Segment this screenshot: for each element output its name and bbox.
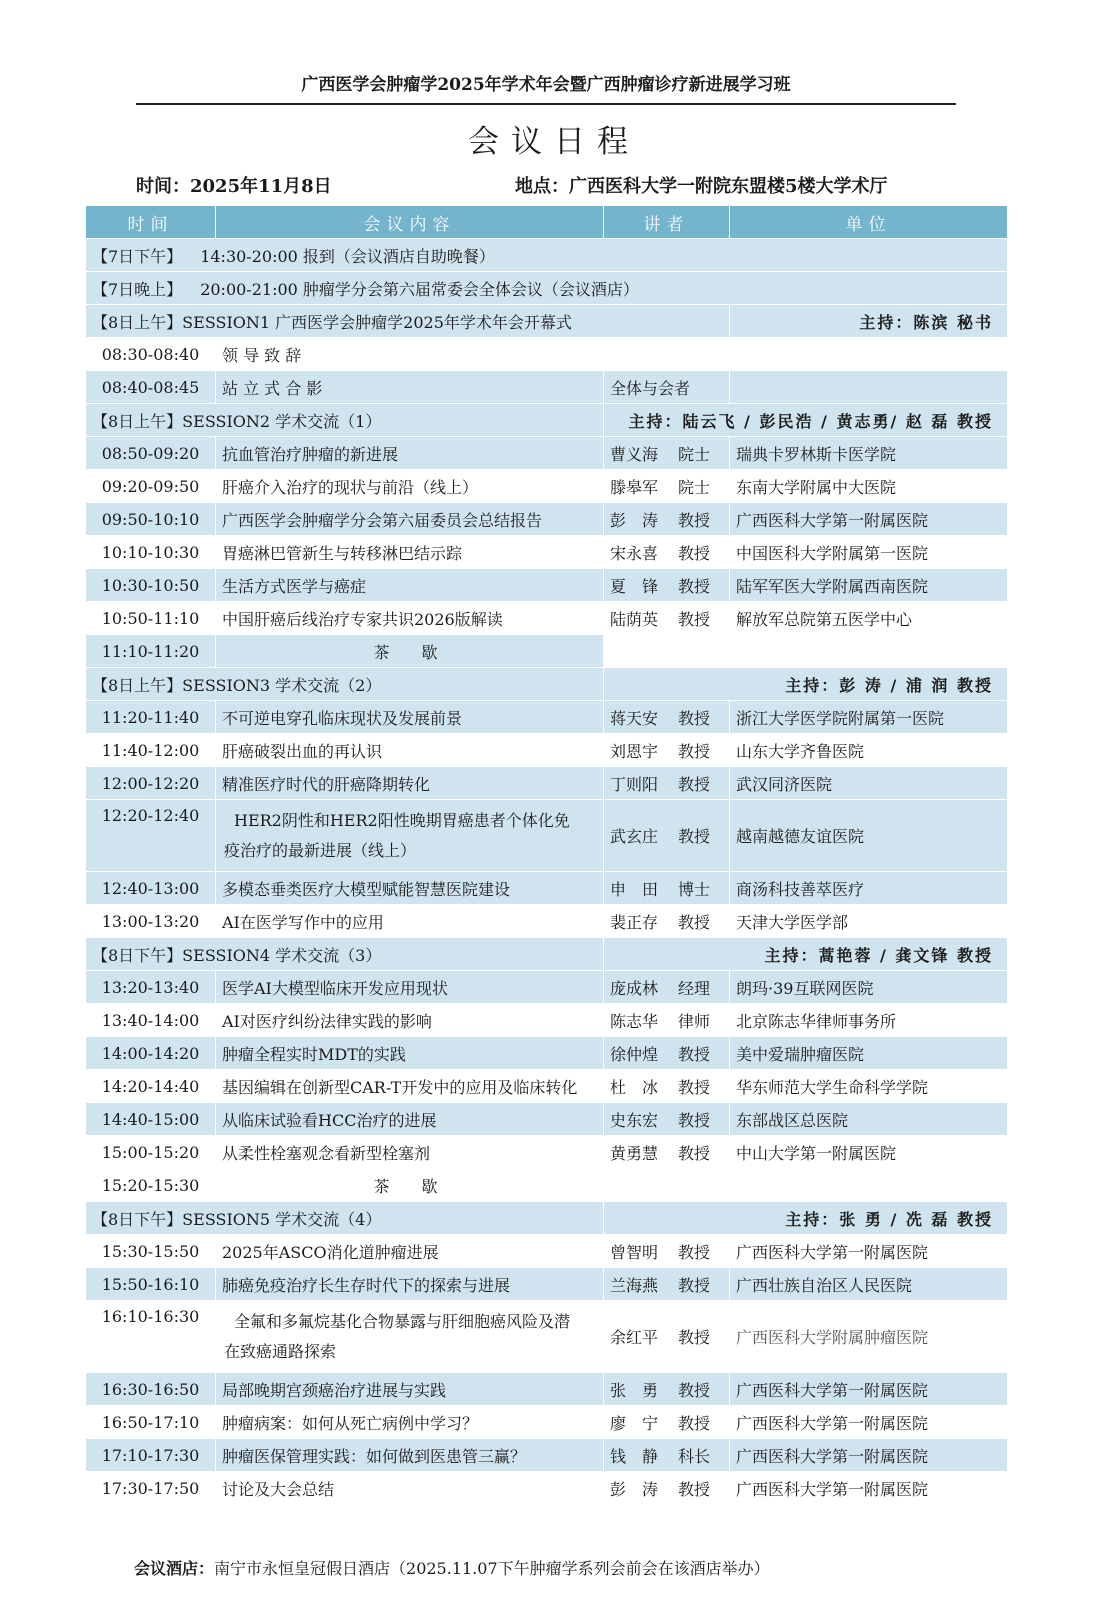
row-speaker (604, 1301, 730, 1373)
row-org: 广西医科大学第一附属医院 (730, 503, 1008, 536)
speaker-name: 史东宏 (610, 1110, 659, 1130)
row-org: 东部战区总医院 (730, 1103, 1008, 1136)
row-org: 广西医科大学第一附属医院 (730, 1373, 1008, 1406)
row-topic: 胃癌淋巴管新生与转移淋巴结示踪 (216, 536, 604, 569)
row-speaker (604, 971, 730, 1004)
table-row (86, 1373, 1008, 1406)
row-time: 13:20-13:40 (86, 971, 216, 1004)
speaker-role: 教授 (678, 912, 711, 932)
meeting-place: 地点：广西医科大学一附院东盟楼5楼大学术厅 (515, 176, 888, 197)
row-speaker (604, 437, 730, 470)
column-header-org: 单位 (730, 206, 1008, 239)
row-speaker (604, 569, 730, 602)
row-topic: 中国肝癌后线治疗专家共识2026版解读 (216, 602, 604, 635)
row-topic: AI在医学写作中的应用 (216, 905, 604, 938)
session5-host: 主持：张 勇 / 冼 磊 教授 (604, 1202, 1008, 1235)
speaker-role: 教授 (678, 1413, 711, 1433)
row-speaker (604, 1439, 730, 1472)
row-time: 10:30-10:50 (86, 569, 216, 602)
row-time: 14:40-15:00 (86, 1103, 216, 1136)
speaker-role: 教授 (678, 1077, 711, 1097)
column-header-speaker: 讲者 (604, 206, 730, 239)
row-speaker (604, 1103, 730, 1136)
schedule-table (85, 205, 1008, 1505)
row-topic: 广西医学会肿瘤学分会第六届委员会总结报告 (216, 503, 604, 536)
table-row (86, 734, 1008, 767)
row-time: 08:30-08:40 (86, 338, 216, 371)
session3-header-row (86, 668, 1008, 701)
speaker-role: 教授 (678, 1044, 711, 1064)
row-org: 商汤科技善萃医疗 (730, 872, 1008, 905)
table-row (86, 569, 1008, 602)
row-time: 12:40-13:00 (86, 872, 216, 905)
row-org: 广西医科大学第一附属医院 (730, 1472, 1008, 1505)
break-time: 11:10-11:20 (86, 635, 216, 668)
row-speaker (604, 767, 730, 800)
session4-label: 【8日下午】SESSION4 学术交流（3） (86, 938, 604, 971)
row-topic-line2: 疫治疗的最新进展（线上） (224, 840, 417, 860)
speaker-role: 教授 (678, 1110, 711, 1130)
break-time: 15:20-15:30 (86, 1169, 216, 1202)
speaker-role: 教授 (678, 576, 711, 596)
row-time: 16:50-17:10 (86, 1406, 216, 1439)
speaker-role: 律师 (678, 1011, 711, 1031)
speaker-role: 院士 (678, 477, 711, 497)
table-row (86, 701, 1008, 734)
row-time: 12:20-12:40 (86, 800, 216, 872)
speaker-role: 博士 (678, 879, 711, 899)
speaker-role: 教授 (678, 1479, 711, 1499)
speaker-role: 院士 (678, 444, 711, 464)
row-org: 美中爱瑞肿瘤医院 (730, 1037, 1008, 1070)
day7-afternoon-cell (86, 239, 1008, 272)
table-row (86, 1406, 1008, 1439)
row-time: 14:20-14:40 (86, 1070, 216, 1103)
row-topic: 站 立 式 合 影 (216, 371, 604, 404)
row-speaker (604, 1136, 730, 1169)
table-row (86, 905, 1008, 938)
table-header-row (86, 206, 1008, 239)
speaker-name: 陆荫英 (610, 609, 659, 629)
table-row (86, 503, 1008, 536)
row-org: 广西医科大学第一附属医院 (730, 1406, 1008, 1439)
row-time: 15:30-15:50 (86, 1235, 216, 1268)
speaker-name: 兰海燕 (610, 1275, 659, 1295)
speaker-name: 滕皋军 (610, 477, 659, 497)
row-topic: 肝癌介入治疗的现状与前沿（线上） (216, 470, 604, 503)
break-topic: 茶 歇 (216, 635, 604, 668)
row-org: 解放军总院第五医学中心 (730, 602, 1008, 635)
row-speaker (604, 470, 730, 503)
table-row (86, 1235, 1008, 1268)
speaker-name: 黄勇慧 (610, 1143, 659, 1163)
row-speaker (604, 1373, 730, 1406)
speaker-role: 教授 (678, 1275, 711, 1295)
row-topic: 医学AI大模型临床开发应用现状 (216, 971, 604, 1004)
table-row (86, 602, 1008, 635)
row-speaker (604, 1235, 730, 1268)
row-time: 11:40-12:00 (86, 734, 216, 767)
speaker-name: 彭 涛 (610, 1479, 659, 1499)
table-row (86, 1037, 1008, 1070)
row-topic: 2025年ASCO消化道肿瘤进展 (216, 1235, 604, 1268)
session4-break-row (86, 1169, 1008, 1202)
table-row (86, 800, 1008, 872)
table-row (86, 470, 1008, 503)
row-topic-line1: 全氟和多氟烷基化合物暴露与肝细胞癌风险及潜 (234, 1311, 571, 1331)
row-topic: 肿瘤病案：如何从死亡病例中学习？ (216, 1406, 604, 1439)
row-time: 10:50-11:10 (86, 602, 216, 635)
row-speaker (604, 800, 730, 872)
row-org (730, 371, 1008, 404)
hotel-text: 南宁市永恒皇冠假日酒店（2025.11.07下午肿瘤学系列会前会在该酒店举办） (214, 1559, 770, 1578)
speaker-name: 彭 涛 (610, 510, 659, 530)
session5-header-row (86, 1202, 1008, 1235)
session2-rows (86, 437, 1008, 635)
row-topic-line1: HER2阴性和HER2阳性晚期胃癌患者个体化免 (234, 810, 570, 830)
row-speaker (604, 1037, 730, 1070)
day7-evening-content: 20:00-21:00 肿瘤学分会第六届常委会全体会议（会议酒店） (200, 279, 639, 299)
row-time: 16:10-16:30 (86, 1301, 216, 1373)
speaker-role: 教授 (678, 1143, 711, 1163)
table-row (86, 1070, 1008, 1103)
speaker-role: 教授 (678, 1328, 711, 1347)
row-time: 14:00-14:20 (86, 1037, 216, 1070)
row-topic: 抗血管治疗肿瘤的新进展 (216, 437, 604, 470)
row-org: 山东大学齐鲁医院 (730, 734, 1008, 767)
row-speaker (604, 1004, 730, 1037)
day7-evening-row (86, 272, 1008, 305)
day7-afternoon-label: 【7日下午】 (92, 246, 183, 266)
session5-label: 【8日下午】SESSION5 学术交流（4） (86, 1202, 604, 1235)
row-topic (216, 800, 604, 872)
row-speaker (604, 905, 730, 938)
table-row (86, 1136, 1008, 1169)
speaker-role: 经理 (678, 978, 711, 998)
day7-afternoon-content: 14:30-20:00 报到（会议酒店自助晚餐） (200, 246, 495, 266)
table-row (86, 767, 1008, 800)
session1-host: 主持：陈滨 秘书 (730, 305, 1008, 338)
row-speaker (604, 1406, 730, 1439)
speaker-name: 夏 锋 (610, 576, 659, 596)
speaker-role: 教授 (678, 741, 711, 761)
speaker-role: 教授 (678, 1380, 711, 1400)
row-speaker (604, 872, 730, 905)
page-header: 广西医学会肿瘤学2025年学术年会暨广西肿瘤诊疗新进展学习班 (136, 70, 956, 105)
row-org: 华东师范大学生命科学学院 (730, 1070, 1008, 1103)
session2-host: 主持：陆云飞 / 彭民浩 / 黄志勇/ 赵 磊 教授 (604, 404, 1008, 437)
table-row (86, 371, 1008, 404)
row-speaker (604, 1070, 730, 1103)
session3-rows (86, 701, 1008, 800)
row-time: 17:10-17:30 (86, 1439, 216, 1472)
hotel-footer (134, 1556, 770, 1579)
row-topic: 肿瘤全程实时MDT的实践 (216, 1037, 604, 1070)
speaker-role: 科长 (678, 1446, 711, 1466)
session2-break-row (86, 635, 1008, 668)
row-speaker (604, 536, 730, 569)
table-row (86, 1004, 1008, 1037)
session3-host: 主持：彭 涛 / 浦 润 教授 (604, 668, 1008, 701)
session1-header-row (86, 305, 1008, 338)
speaker-name: 裴正存 (610, 912, 659, 932)
row-org: 广西医科大学第一附属医院 (730, 1439, 1008, 1472)
session5-rows (86, 1235, 1008, 1301)
speaker-role: 教授 (678, 510, 711, 530)
speaker-role: 教授 (678, 774, 711, 794)
hotel-label: 会议酒店： (134, 1559, 215, 1578)
row-topic: 不可逆电穿孔临床现状及发展前景 (216, 701, 604, 734)
row-speaker (604, 701, 730, 734)
table-row (86, 338, 1008, 371)
page-title: 会议日程 (468, 124, 640, 160)
row-time: 15:00-15:20 (86, 1136, 216, 1169)
day7-evening-label: 【7日晚上】 (92, 279, 183, 299)
row-time: 08:50-09:20 (86, 437, 216, 470)
row-topic: 精准医疗时代的肝癌降期转化 (216, 767, 604, 800)
row-time: 13:40-14:00 (86, 1004, 216, 1037)
speaker-name: 蒋天安 (610, 708, 659, 728)
break-speaker-empty (604, 635, 730, 668)
row-topic: 从临床试验看HCC治疗的进展 (216, 1103, 604, 1136)
row-topic (216, 1301, 604, 1373)
session4-rows (86, 971, 1008, 1169)
row-topic: 肺癌免疫治疗长生存时代下的探索与进展 (216, 1268, 604, 1301)
session2-header-row (86, 404, 1008, 437)
speaker-role: 教授 (678, 609, 711, 629)
row-speaker (604, 1268, 730, 1301)
session4-header-row (86, 938, 1008, 971)
table-row (86, 1268, 1008, 1301)
speaker-name: 徐仲煌 (610, 1044, 659, 1064)
row-org: 浙江大学医学院附属第一医院 (730, 701, 1008, 734)
row-org: 朗玛·39互联网医院 (730, 971, 1008, 1004)
row-speaker (604, 734, 730, 767)
speaker-name: 曾智明 (610, 1242, 659, 1262)
row-org: 瑞典卡罗林斯卡医学院 (730, 437, 1008, 470)
row-topic: 肝癌破裂出血的再认识 (216, 734, 604, 767)
break-org-empty (730, 635, 1008, 668)
session4-host: 主持：蒿艳蓉 / 龚文锋 教授 (604, 938, 1008, 971)
row-org: 陆军军医大学附属西南医院 (730, 569, 1008, 602)
row-topic: 领 导 致 辞 (216, 338, 1008, 371)
row-topic: 多模态垂类医疗大模型赋能智慧医院建设 (216, 872, 604, 905)
row-org: 广西壮族自治区人民医院 (730, 1268, 1008, 1301)
column-header-content: 会议内容 (216, 206, 604, 239)
row-topic: 讨论及大会总结 (216, 1472, 604, 1505)
row-org: 广西医科大学附属肿瘤医院 (730, 1301, 1008, 1373)
row-topic: 肿瘤医保管理实践：如何做到医患管三赢？ (216, 1439, 604, 1472)
row-speaker (604, 1472, 730, 1505)
table-row (86, 872, 1008, 905)
row-time: 17:30-17:50 (86, 1472, 216, 1505)
break-topic: 茶 歇 (216, 1169, 604, 1202)
row-time: 09:20-09:50 (86, 470, 216, 503)
speaker-name: 陈志华 (610, 1011, 659, 1031)
row-time: 11:20-11:40 (86, 701, 216, 734)
table-row (86, 536, 1008, 569)
row-org: 中国医科大学附属第一医院 (730, 536, 1008, 569)
speaker-role: 教授 (678, 1242, 711, 1262)
meeting-time: 时间：2025年11月8日 (136, 176, 332, 197)
row-time: 09:50-10:10 (86, 503, 216, 536)
speaker-name: 钱 静 (610, 1446, 659, 1466)
row-speaker (604, 503, 730, 536)
row-time: 10:10-10:30 (86, 536, 216, 569)
session1-label: 【8日上午】SESSION1 广西医学会肿瘤学2025年学术年会开幕式 (86, 305, 730, 338)
speaker-name: 武玄庄 (610, 827, 659, 846)
column-header-time: 时间 (86, 206, 216, 239)
row-org: 广西医科大学第一附属医院 (730, 1235, 1008, 1268)
row-topic: 生活方式医学与癌症 (216, 569, 604, 602)
break-org-empty (730, 1169, 1008, 1202)
row-time: 15:50-16:10 (86, 1268, 216, 1301)
table-row (86, 1301, 1008, 1373)
row-org: 天津大学医学部 (730, 905, 1008, 938)
row-time: 16:30-16:50 (86, 1373, 216, 1406)
row-time: 13:00-13:20 (86, 905, 216, 938)
row-topic: 局部晚期宫颈癌治疗进展与实践 (216, 1373, 604, 1406)
row-speaker: 全体与会者 (604, 371, 730, 404)
speaker-name: 刘恩宇 (610, 741, 659, 761)
table-row (86, 1472, 1008, 1505)
speaker-name: 宋永喜 (610, 543, 659, 563)
session3-rows-2 (86, 872, 1008, 938)
row-speaker (604, 602, 730, 635)
row-org: 东南大学附属中大医院 (730, 470, 1008, 503)
day7-evening-cell (86, 272, 1008, 305)
row-org: 武汉同济医院 (730, 767, 1008, 800)
row-topic: 基因编辑在创新型CAR-T开发中的应用及临床转化 (216, 1070, 604, 1103)
session3-label: 【8日上午】SESSION3 学术交流（2） (86, 668, 604, 701)
speaker-name: 余红平 (610, 1328, 659, 1347)
row-org: 越南越德友谊医院 (730, 800, 1008, 872)
table-row (86, 971, 1008, 1004)
break-speaker-empty (604, 1169, 730, 1202)
speaker-name: 杜 冰 (610, 1077, 659, 1097)
speaker-role: 教授 (678, 543, 711, 563)
session2-label: 【8日上午】SESSION2 学术交流（1） (86, 404, 604, 437)
row-topic: AI对医疗纠纷法律实践的影响 (216, 1004, 604, 1037)
row-topic: 从柔性栓塞观念看新型栓塞剂 (216, 1136, 604, 1169)
speaker-name: 申 田 (610, 879, 659, 899)
table-row (86, 437, 1008, 470)
row-org: 北京陈志华律师事务所 (730, 1004, 1008, 1037)
speaker-name: 张 勇 (610, 1380, 659, 1400)
table-row (86, 1439, 1008, 1472)
speaker-name: 廖 宁 (610, 1413, 659, 1433)
speaker-name: 曹义海 (610, 444, 659, 464)
speaker-role: 教授 (678, 708, 711, 728)
speaker-role: 教授 (678, 827, 711, 846)
speaker-name: 丁则阳 (610, 774, 659, 794)
row-time: 08:40-08:45 (86, 371, 216, 404)
row-org: 中山大学第一附属医院 (730, 1136, 1008, 1169)
speaker-name: 庞成林 (610, 978, 659, 998)
row-topic-line2: 在致癌通路探索 (224, 1341, 337, 1361)
row-time: 12:00-12:20 (86, 767, 216, 800)
session5-rows-2 (86, 1373, 1008, 1505)
table-row (86, 1103, 1008, 1136)
day7-afternoon-row (86, 239, 1008, 272)
